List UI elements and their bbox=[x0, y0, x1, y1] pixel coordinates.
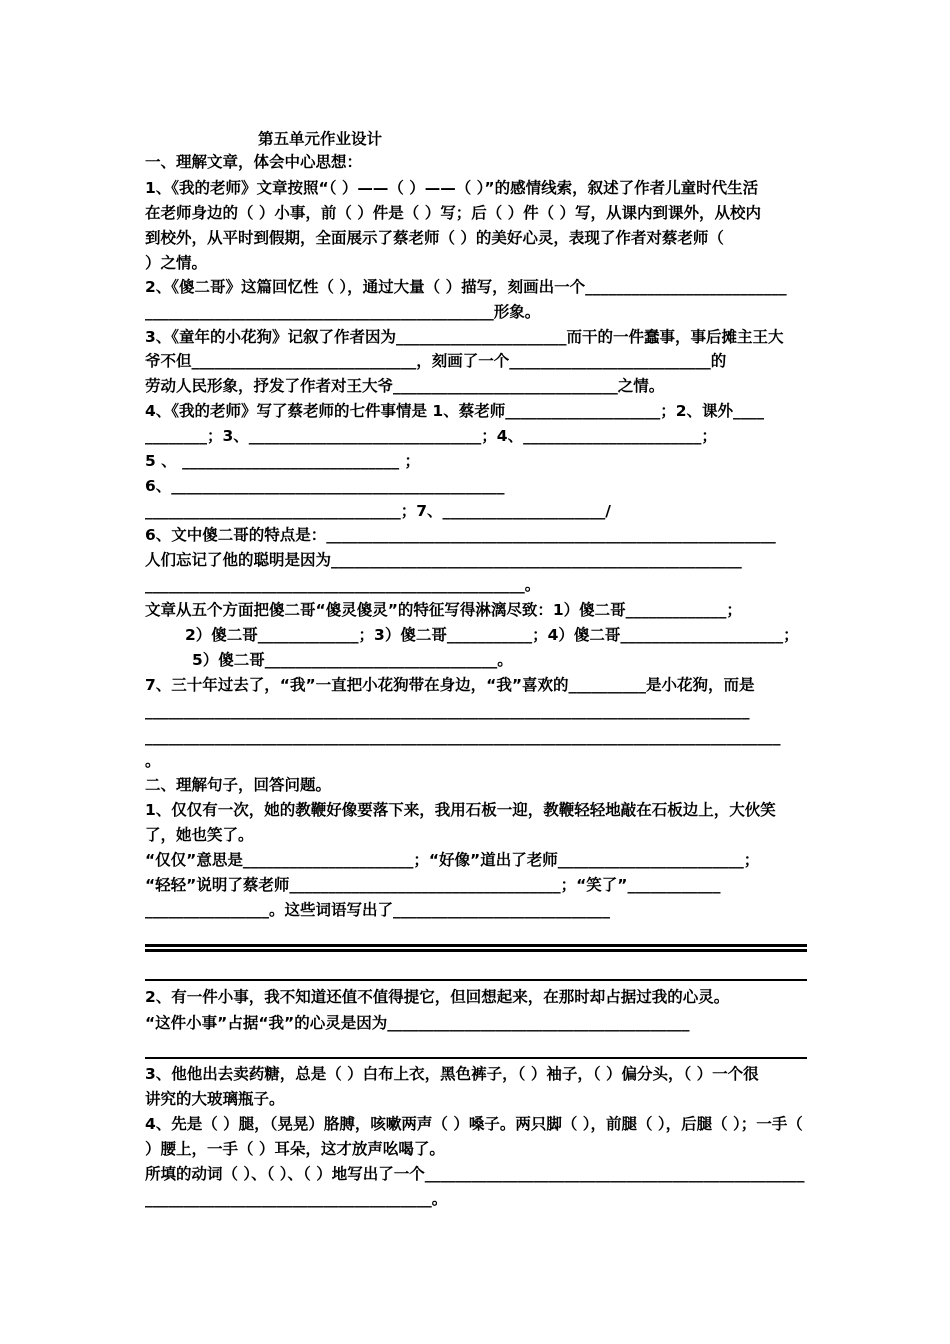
text-line: 到校外，从平时到假期，全面展示了蔡老师（ ）的美好心灵，表现了作者对蔡老师（ bbox=[145, 229, 724, 247]
text-line: 劳动人民形象，抒发了作者对王大爷_____________________________之情。 bbox=[145, 377, 665, 395]
text-line: 2、有一件小事，我不知道还值不值得提它，但回想起来，在那时却占据过我的心灵。 bbox=[145, 988, 730, 1006]
text-line: 文章从五个方面把傻二哥“傻灵傻灵”的特征写得淋漓尽致：1）傻二哥_____________； bbox=[145, 601, 742, 619]
text-line: ）腰上，一手（ ）耳朵，这才放声吆喝了。 bbox=[145, 1140, 445, 1158]
text-line: 讲究的大玻璃瓶子。 bbox=[145, 1090, 285, 1108]
text-line: 5 、 ____________________________ ； bbox=[145, 452, 420, 470]
text-line: __________________________________________________________________________________ bbox=[145, 728, 781, 746]
text-line: 6、文中傻二哥的特点是：__________________________________________________________ bbox=[145, 526, 776, 544]
text-line: 。 bbox=[145, 752, 161, 770]
text-line: _____________________________________。 bbox=[145, 1190, 448, 1208]
answer-rule bbox=[145, 944, 807, 947]
answer-rule bbox=[145, 949, 807, 952]
text-line: “轻轻”说明了蔡老师___________________________________；“笑了”____________ bbox=[145, 876, 721, 894]
text-line: 1、仅仅有一次，她的教鞭好像要落下来，我用石板一迎，教鞭轻轻地敲在石板边上，大伙笑 bbox=[145, 801, 776, 819]
text-line: 6、___________________________________________ bbox=[145, 477, 505, 495]
page-title: 第五单元作业设计 bbox=[258, 130, 383, 148]
text-line: _________________________________________________。 bbox=[145, 576, 541, 594]
text-line: 7、三十年过去了，“我”一直把小花狗带在身边，“我”喜欢的__________是小花狗，而是 bbox=[145, 676, 755, 694]
text-line: 3、《童年的小花狗》记叙了作者因为______________________而干的一件蠢事，事后摊主王大 bbox=[145, 328, 784, 346]
text-line: 所填的动词（ ）、（ ）、（ ）地写出了一个_________________________________________________ bbox=[145, 1165, 805, 1183]
text-line: _________________________________；7、_____________________/ bbox=[145, 502, 611, 520]
text-line: ________________。这些词语写出了____________________________ bbox=[145, 901, 611, 919]
text-line: ______________________________________________________________________________ bbox=[145, 702, 750, 720]
text-line: 人们忘记了他的聪明是因为_____________________________________________________ bbox=[145, 551, 742, 569]
section-heading: 一、理解文章，体会中心思想： bbox=[145, 153, 363, 171]
text-line: “这件小事”占据“我”的心灵是因为_______________________________________ bbox=[145, 1014, 690, 1032]
text-line: 4、先是（ ）腿，（晃晃）胳膊，咳嗽两声（ ）嗓子。两只脚（ ），前腿（ ），后腿（ ）；一手（ bbox=[145, 1115, 803, 1133]
text-line: 3、他他出去卖药糖，总是（ ）白布上衣，黑色裤子，（ ）袖子，（ ）偏分头，（ ）一个很 bbox=[145, 1065, 759, 1083]
text-line: 5）傻二哥______________________________。 bbox=[192, 651, 513, 669]
text-line: 2、《傻二哥》这篇回忆性（ ），通过大量（ ）描写，刻画出一个__________________________ bbox=[145, 278, 787, 296]
text-line: ）之情。 bbox=[145, 254, 208, 272]
answer-rule bbox=[145, 1057, 807, 1059]
section-heading: 二、理解句子，回答问题。 bbox=[145, 776, 332, 794]
answer-rule bbox=[145, 979, 807, 981]
text-line: 4、《我的老师》写了蔡老师的七件事情是 1、蔡老师____________________；2、课外____ bbox=[145, 402, 765, 420]
text-line: 2）傻二哥_____________；3）傻二哥___________；4）傻二哥_____________________； bbox=[185, 626, 799, 644]
text-line: 了，她也笑了。 bbox=[145, 826, 254, 844]
text-line: 1、《我的老师》文章按照“（ ）——（ ）——（ ）”的感情线索，叙述了作者儿童时代生活 bbox=[145, 179, 759, 197]
text-line: ________；3、______________________________；4、_______________________； bbox=[145, 427, 717, 445]
text-line: 爷不但_____________________________，刻画了一个__________________________的 bbox=[145, 352, 727, 370]
text-line: _____________________________________________形象。 bbox=[145, 303, 541, 321]
text-line: “仅仅”意思是______________________；“好像”道出了老师________________________； bbox=[145, 851, 760, 869]
text-line: 在老师身边的（ ）小事，前（ ）件是（ ）写；后（ ）件（ ）写，从课内到课外，从校内 bbox=[145, 204, 761, 222]
